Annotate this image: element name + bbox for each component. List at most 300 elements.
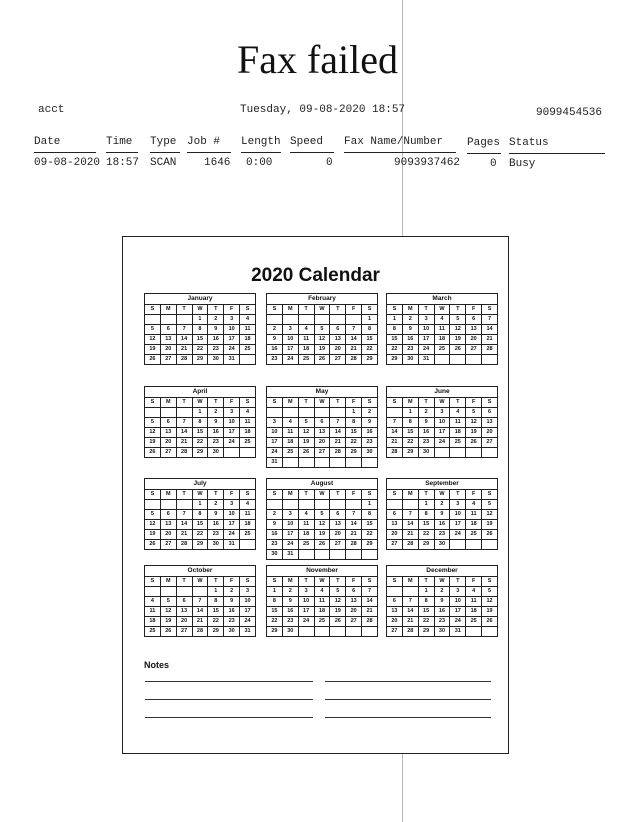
day-cell: 23 — [362, 438, 378, 448]
day-cell: 13 — [387, 607, 403, 617]
day-cell: 6 — [176, 597, 192, 607]
weekday-label: T — [330, 577, 346, 587]
day-cell — [330, 458, 346, 468]
day-cell: 13 — [176, 607, 192, 617]
day-cell: 17 — [298, 607, 314, 617]
day-cell: 7 — [482, 315, 498, 325]
day-cell: 29 — [192, 540, 208, 550]
day-cell: 18 — [314, 607, 330, 617]
day-cell: 24 — [282, 540, 298, 550]
weekday-label: W — [314, 577, 330, 587]
weekday-label: W — [434, 398, 450, 408]
day-cell — [466, 540, 482, 550]
day-cell: 19 — [330, 607, 346, 617]
col-time: Time — [106, 136, 133, 148]
day-cell: 2 — [224, 587, 240, 597]
day-cell: 28 — [176, 540, 192, 550]
day-cell: 6 — [330, 325, 346, 335]
weekday-label: F — [466, 305, 482, 315]
day-cell: 6 — [330, 510, 346, 520]
weekday-label: F — [346, 490, 362, 500]
weekday-label: T — [176, 577, 192, 587]
day-cell: 6 — [387, 510, 403, 520]
month-march — [386, 293, 498, 365]
day-cell: 14 — [192, 607, 208, 617]
month-november — [266, 565, 378, 637]
month-grid — [266, 304, 378, 365]
weekday-label: F — [224, 490, 240, 500]
day-cell: 2 — [434, 587, 450, 597]
weekday-label: F — [224, 398, 240, 408]
day-cell: 25 — [434, 345, 450, 355]
day-cell — [330, 408, 346, 418]
day-cell — [482, 355, 498, 365]
day-cell: 25 — [298, 540, 314, 550]
weekday-label: W — [434, 490, 450, 500]
day-cell: 12 — [482, 597, 498, 607]
day-cell — [282, 500, 298, 510]
day-cell: 11 — [145, 607, 161, 617]
day-cell: 3 — [450, 500, 466, 510]
day-cell: 2 — [267, 325, 283, 335]
day-cell — [240, 448, 256, 458]
day-cell: 5 — [314, 510, 330, 520]
weekday-label: F — [346, 398, 362, 408]
day-cell: 10 — [418, 325, 434, 335]
weekday-label: S — [362, 398, 378, 408]
month-name: October — [144, 565, 256, 576]
day-cell: 24 — [450, 617, 466, 627]
day-cell: 16 — [224, 607, 240, 617]
weekday-label: S — [387, 398, 403, 408]
cell-time: 18:57 — [106, 157, 140, 169]
note-line — [325, 699, 491, 700]
day-cell: 9 — [434, 597, 450, 607]
day-cell: 24 — [298, 617, 314, 627]
month-grid — [266, 576, 378, 637]
day-cell — [267, 500, 283, 510]
day-cell: 18 — [240, 335, 256, 345]
day-cell: 4 — [298, 325, 314, 335]
day-cell: 7 — [362, 587, 378, 597]
month-july — [144, 478, 256, 550]
month-name: February — [266, 293, 378, 304]
month-name: November — [266, 565, 378, 576]
day-cell: 18 — [434, 335, 450, 345]
day-cell: 29 — [418, 627, 434, 637]
day-cell: 24 — [434, 438, 450, 448]
day-cell: 24 — [282, 355, 298, 365]
day-cell — [387, 408, 403, 418]
day-cell: 8 — [192, 418, 208, 428]
day-cell: 1 — [192, 315, 208, 325]
day-cell: 1 — [192, 500, 208, 510]
day-cell: 3 — [282, 325, 298, 335]
day-cell: 12 — [145, 335, 161, 345]
day-cell: 28 — [330, 448, 346, 458]
weekday-label: M — [160, 577, 176, 587]
weekday-label: W — [314, 490, 330, 500]
day-cell: 22 — [418, 530, 434, 540]
note-line — [325, 681, 491, 682]
day-cell — [346, 315, 362, 325]
day-cell: 17 — [267, 438, 283, 448]
day-cell: 23 — [434, 617, 450, 627]
day-cell: 3 — [267, 418, 283, 428]
day-cell: 28 — [362, 617, 378, 627]
weekday-label: M — [160, 305, 176, 315]
day-cell: 31 — [240, 627, 256, 637]
day-cell: 29 — [208, 627, 224, 637]
day-cell: 10 — [224, 325, 240, 335]
day-cell: 5 — [160, 597, 176, 607]
day-cell: 6 — [314, 418, 330, 428]
weekday-label: T — [330, 398, 346, 408]
day-cell — [176, 315, 192, 325]
day-cell: 26 — [298, 448, 314, 458]
weekday-label: T — [450, 577, 466, 587]
day-cell: 17 — [224, 520, 240, 530]
day-cell — [145, 408, 161, 418]
day-cell: 22 — [402, 438, 418, 448]
day-cell: 22 — [192, 345, 208, 355]
day-cell: 17 — [434, 428, 450, 438]
weekday-label: S — [145, 305, 161, 315]
weekday-label: F — [346, 305, 362, 315]
day-cell: 21 — [330, 438, 346, 448]
weekday-label: W — [192, 305, 208, 315]
col-length: Length — [241, 136, 281, 148]
day-cell: 17 — [282, 530, 298, 540]
cell-type: SCAN — [150, 157, 177, 169]
month-name: January — [144, 293, 256, 304]
day-cell — [346, 550, 362, 560]
weekday-label: T — [176, 398, 192, 408]
day-cell: 8 — [362, 325, 378, 335]
day-cell: 7 — [176, 418, 192, 428]
month-name: June — [386, 386, 498, 397]
weekday-label: T — [176, 490, 192, 500]
day-cell: 16 — [434, 607, 450, 617]
day-cell: 26 — [482, 530, 498, 540]
day-cell — [145, 587, 161, 597]
day-cell: 28 — [346, 540, 362, 550]
day-cell: 10 — [450, 510, 466, 520]
day-cell: 30 — [224, 627, 240, 637]
day-cell: 28 — [192, 627, 208, 637]
day-cell: 17 — [240, 607, 256, 617]
day-cell: 29 — [402, 448, 418, 458]
day-cell: 13 — [330, 520, 346, 530]
day-cell: 1 — [362, 500, 378, 510]
day-cell: 22 — [387, 345, 403, 355]
weekday-label: W — [192, 490, 208, 500]
day-cell: 9 — [267, 335, 283, 345]
day-cell: 24 — [450, 530, 466, 540]
day-cell: 30 — [208, 540, 224, 550]
day-cell: 17 — [282, 345, 298, 355]
header-rule — [150, 152, 180, 153]
day-cell — [346, 627, 362, 637]
day-cell: 16 — [362, 428, 378, 438]
weekday-label: M — [282, 305, 298, 315]
day-cell: 23 — [418, 438, 434, 448]
day-cell: 22 — [418, 617, 434, 627]
day-cell: 23 — [224, 617, 240, 627]
day-cell — [387, 500, 403, 510]
day-cell: 27 — [330, 540, 346, 550]
day-cell: 21 — [387, 438, 403, 448]
weekday-label: S — [482, 305, 498, 315]
day-cell: 20 — [314, 438, 330, 448]
day-cell: 25 — [466, 530, 482, 540]
col-speed: Speed — [290, 136, 324, 148]
day-cell: 9 — [362, 418, 378, 428]
day-cell — [330, 500, 346, 510]
month-grid — [266, 397, 378, 468]
day-cell: 26 — [145, 355, 161, 365]
day-cell: 3 — [224, 500, 240, 510]
day-cell: 18 — [466, 520, 482, 530]
day-cell: 12 — [145, 520, 161, 530]
day-cell: 24 — [418, 345, 434, 355]
day-cell: 20 — [330, 530, 346, 540]
day-cell: 7 — [346, 510, 362, 520]
day-cell: 21 — [402, 530, 418, 540]
cell-length: 0:00 — [246, 157, 273, 169]
day-cell — [314, 408, 330, 418]
day-cell: 7 — [387, 418, 403, 428]
weekday-label: S — [267, 577, 283, 587]
weekday-label: W — [434, 577, 450, 587]
day-cell: 23 — [267, 540, 283, 550]
day-cell: 23 — [208, 438, 224, 448]
fax-status-title: Fax failed — [236, 37, 399, 82]
day-cell: 11 — [240, 418, 256, 428]
day-cell: 11 — [240, 325, 256, 335]
day-cell: 25 — [240, 438, 256, 448]
month-grid — [386, 489, 498, 550]
month-name: March — [386, 293, 498, 304]
day-cell: 24 — [240, 617, 256, 627]
day-cell: 1 — [418, 500, 434, 510]
day-cell: 14 — [176, 520, 192, 530]
cell-job: 1646 — [204, 157, 231, 169]
day-cell — [267, 408, 283, 418]
month-name: April — [144, 386, 256, 397]
day-cell: 17 — [418, 335, 434, 345]
day-cell: 15 — [402, 428, 418, 438]
day-cell: 1 — [346, 408, 362, 418]
day-cell: 14 — [402, 520, 418, 530]
weekday-label: S — [240, 577, 256, 587]
day-cell: 20 — [346, 607, 362, 617]
day-cell: 13 — [160, 335, 176, 345]
day-cell: 24 — [224, 345, 240, 355]
day-cell: 20 — [387, 530, 403, 540]
day-cell: 22 — [192, 530, 208, 540]
day-cell — [466, 448, 482, 458]
day-cell: 13 — [160, 428, 176, 438]
weekday-label: T — [298, 305, 314, 315]
day-cell: 23 — [208, 530, 224, 540]
weekday-label: T — [208, 490, 224, 500]
header-rule — [290, 152, 334, 153]
day-cell: 28 — [402, 627, 418, 637]
day-cell: 20 — [160, 438, 176, 448]
weekday-label: W — [314, 398, 330, 408]
day-cell — [240, 540, 256, 550]
day-cell: 4 — [466, 500, 482, 510]
month-september — [386, 478, 498, 550]
day-cell: 15 — [387, 335, 403, 345]
day-cell: 2 — [282, 587, 298, 597]
day-cell: 25 — [298, 355, 314, 365]
day-cell: 26 — [145, 540, 161, 550]
day-cell — [402, 500, 418, 510]
day-cell — [282, 458, 298, 468]
col-date: Date — [34, 136, 61, 148]
day-cell: 19 — [314, 530, 330, 540]
day-cell: 9 — [208, 418, 224, 428]
day-cell: 21 — [346, 345, 362, 355]
day-cell — [160, 315, 176, 325]
day-cell — [466, 627, 482, 637]
day-cell: 27 — [387, 627, 403, 637]
day-cell: 22 — [362, 530, 378, 540]
day-cell: 28 — [482, 345, 498, 355]
day-cell: 25 — [466, 617, 482, 627]
month-name: September — [386, 478, 498, 489]
day-cell: 10 — [224, 418, 240, 428]
weekday-label: F — [466, 398, 482, 408]
day-cell: 19 — [482, 520, 498, 530]
month-name: May — [266, 386, 378, 397]
col-type: Type — [150, 136, 177, 148]
weekday-label: T — [208, 577, 224, 587]
weekday-label: S — [267, 305, 283, 315]
weekday-label: M — [160, 398, 176, 408]
month-grid — [144, 304, 256, 365]
cell-fax-number: 9093937462 — [394, 157, 461, 169]
day-cell: 26 — [314, 355, 330, 365]
day-cell: 10 — [240, 597, 256, 607]
day-cell: 1 — [418, 587, 434, 597]
weekday-label: S — [267, 398, 283, 408]
day-cell: 5 — [466, 408, 482, 418]
cell-speed: 0 — [326, 157, 333, 169]
day-cell: 23 — [282, 617, 298, 627]
day-cell: 14 — [346, 520, 362, 530]
day-cell — [145, 500, 161, 510]
day-cell: 10 — [434, 418, 450, 428]
day-cell: 2 — [267, 510, 283, 520]
day-cell: 5 — [145, 325, 161, 335]
header-rule — [509, 153, 605, 154]
day-cell: 20 — [482, 428, 498, 438]
day-cell — [362, 458, 378, 468]
day-cell: 5 — [145, 418, 161, 428]
day-cell — [450, 355, 466, 365]
weekday-label: W — [314, 305, 330, 315]
day-cell — [160, 500, 176, 510]
month-grid — [266, 489, 378, 560]
day-cell: 15 — [192, 428, 208, 438]
day-cell — [346, 500, 362, 510]
day-cell: 14 — [176, 428, 192, 438]
day-cell: 6 — [160, 418, 176, 428]
day-cell: 8 — [192, 325, 208, 335]
day-cell: 26 — [145, 448, 161, 458]
day-cell — [224, 448, 240, 458]
weekday-label: M — [402, 490, 418, 500]
calendar-title: 2020 Calendar — [251, 265, 380, 286]
day-cell: 27 — [387, 540, 403, 550]
day-cell: 20 — [466, 335, 482, 345]
day-cell: 27 — [466, 345, 482, 355]
weekday-label: T — [450, 490, 466, 500]
day-cell: 4 — [434, 315, 450, 325]
day-cell — [434, 448, 450, 458]
day-cell — [346, 458, 362, 468]
day-cell: 21 — [482, 335, 498, 345]
header-rule — [187, 152, 231, 153]
day-cell — [240, 355, 256, 365]
day-cell: 31 — [450, 627, 466, 637]
day-cell — [298, 458, 314, 468]
day-cell: 16 — [267, 530, 283, 540]
day-cell: 18 — [240, 520, 256, 530]
weekday-label: F — [224, 577, 240, 587]
day-cell: 12 — [482, 510, 498, 520]
day-cell: 23 — [208, 345, 224, 355]
day-cell: 13 — [387, 520, 403, 530]
day-cell: 2 — [208, 315, 224, 325]
day-cell: 4 — [282, 418, 298, 428]
weekday-label: S — [482, 577, 498, 587]
weekday-label: M — [402, 305, 418, 315]
day-cell: 17 — [224, 335, 240, 345]
day-cell: 19 — [160, 617, 176, 627]
weekday-label: S — [387, 490, 403, 500]
day-cell: 30 — [402, 355, 418, 365]
day-cell: 12 — [450, 325, 466, 335]
month-february — [266, 293, 378, 365]
day-cell: 9 — [224, 597, 240, 607]
day-cell: 18 — [145, 617, 161, 627]
day-cell: 11 — [466, 510, 482, 520]
day-cell: 16 — [208, 428, 224, 438]
day-cell: 1 — [267, 587, 283, 597]
day-cell: 14 — [362, 597, 378, 607]
day-cell: 19 — [145, 530, 161, 540]
weekday-label: S — [240, 305, 256, 315]
weekday-label: S — [145, 490, 161, 500]
day-cell — [482, 627, 498, 637]
day-cell: 5 — [298, 418, 314, 428]
day-cell: 2 — [434, 500, 450, 510]
weekday-label: S — [267, 490, 283, 500]
day-cell: 27 — [176, 627, 192, 637]
day-cell: 25 — [450, 438, 466, 448]
day-cell: 15 — [418, 607, 434, 617]
day-cell: 18 — [298, 345, 314, 355]
day-cell: 30 — [418, 448, 434, 458]
weekday-label: S — [240, 398, 256, 408]
day-cell — [314, 627, 330, 637]
weekday-label: S — [362, 490, 378, 500]
day-cell: 21 — [176, 530, 192, 540]
